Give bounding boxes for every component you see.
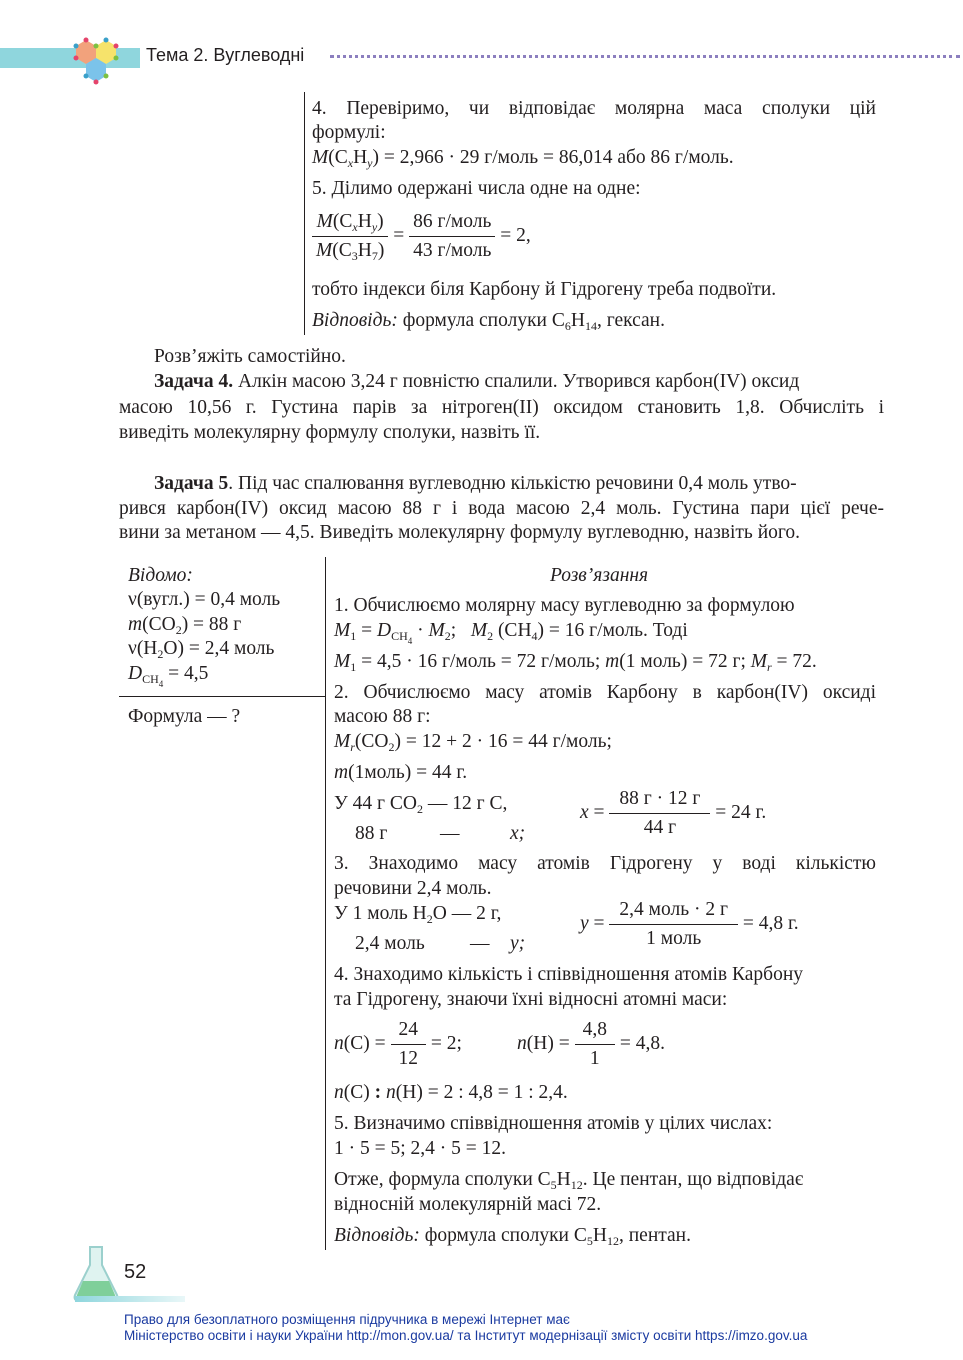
task5-line2: рився карбон(IV) оксид масою 88 г і вода масою 2,4 моль. Густина пари цієї рече- — [119, 498, 884, 519]
y-fraction: y = $\frac{\text{2,4 моль · 2 г}}{\text{1 моль}}$ = 4,8 г. — [580, 899, 799, 949]
footer-line1: Право для безоплатного розміщення підручника в мережі Інтернет має — [124, 1312, 570, 1327]
task4-line1: Задача 4. Алкін масою 3,24 г повністю спалили. Утворився карбон(IV) оксид — [154, 371, 800, 392]
task5-line3: вини за метаном — 4,5. Виведіть молекулярну формулу вуглеводню, назвіть його. — [119, 522, 801, 543]
given-line4: $D_{CH_4} = 4,5$ — [128, 663, 209, 689]
given-vertical-rule — [325, 557, 326, 1250]
proportion1-b2: — — [440, 823, 460, 844]
header-title: Тема 2. Вуглеводні — [146, 45, 305, 65]
solution-step1-result: $M_1 = 4,5 \cdot 16$ г/моль = 72 г/моль; m(1 моль) = 72 г; $M_r = 72$. — [334, 651, 817, 674]
solution-step5-b: 1 · 5 = 5; 2,4 · 5 = 12. — [334, 1138, 507, 1159]
box1-left-rule — [304, 92, 305, 335]
solution-step4-b: та Гідрогену, знаючи їхні відносні атомні маси: — [334, 989, 728, 1010]
nh-fraction: n(H) = $\frac{4,8}{1}$ = 4,8. — [517, 1019, 665, 1069]
solution-step2-b: масою 88 г: — [334, 706, 431, 727]
page-number: 52 — [124, 1261, 147, 1283]
box1-answer: Відповідь: формула сполуки $C_6H_{14}$, гексан. — [312, 310, 665, 333]
given-line2: $m(CO_2) = 88$ г — [128, 614, 242, 637]
proportion2-a: У 1 моль $H_2O$ — 2 г, — [334, 903, 502, 926]
solution-step5: 5. Визначимо співвідношення атомів у цілих числах: — [334, 1113, 773, 1134]
given-horizontal-rule — [119, 696, 326, 697]
molecule-logo-icon — [62, 26, 130, 86]
footer-bar — [75, 1296, 185, 1302]
conclusion-line2: відносній молекулярній масі 72. — [334, 1194, 602, 1215]
solution-step1: 1. Обчислюємо молярну масу вуглеводню за формулою — [334, 595, 795, 616]
header-dotted-line — [330, 55, 960, 58]
proportion2-b1: 2,4 моль — [355, 933, 425, 954]
proportion1-b1: 88 г — [355, 823, 388, 844]
solution-step2-m: m(1моль) = 44 г. — [334, 762, 468, 783]
solution-title: Розв’язання — [550, 565, 649, 586]
solution-answer: Відповідь: формула сполуки $C_5H_{12}$, пентан. — [334, 1225, 691, 1248]
solution-step4: 4. Знаходимо кількість і співвідношення атомів Карбону — [334, 964, 803, 985]
solution-step2: 2. Обчислюємо масу атомів Карбону в карбон(IV) оксиді — [334, 682, 876, 703]
x-fraction: x = $\frac{88 г \cdot 12 г}{44 г}$ = 24 г. — [580, 788, 767, 838]
solution-step1-formula: $M_1 = D_{CH_4} \cdot M_2$; $M_2$ $(CH_4) = 16$ г/моль. Тоді — [334, 620, 688, 646]
box1-line1: 4. Перевіримо, чи відповідає молярна маса сполуки цій — [312, 98, 876, 119]
proportion2-b2: — — [470, 933, 490, 954]
flask-icon — [72, 1245, 120, 1303]
proportion1-b3: x; — [510, 823, 526, 844]
task5-line1: Задача 5. Під час спалювання вуглеводню кількістю речовини 0,4 моль утво- — [154, 473, 797, 494]
box1-line2: формулі: — [312, 122, 386, 143]
footer-line2: Міністерство освіти і науки України http://mon.gov.ua/ та Інститут модернізації змісту освіти https://imzo.gov.ua — [124, 1328, 808, 1343]
conclusion-line1: Отже, формула сполуки $C_5H_{12}$. Це пентан, що відповідає — [334, 1169, 804, 1192]
proportion2-b3: y; — [510, 933, 526, 954]
box1-step5: 5. Ділимо одержані числа одне на одне: — [312, 178, 641, 199]
box1-eq2: $\frac{M(C_xH_y)}{M(C_3H_7)}$ = $\frac{\text{86 г/моль}}{\text{43 г/моль}}$ = 2, — [312, 210, 531, 263]
nc-fraction: n(C) = $\frac{24}{12}$ = 2; — [334, 1019, 462, 1069]
solution-step3-b: речовини 2,4 моль. — [334, 878, 492, 899]
box1-eq1: $M(C_xH_y) = 2,966 \cdot 29$ г/моль = 86,014 або 86 г/моль. — [312, 147, 734, 170]
box1-indices: тобто індекси біля Карбону й Гідрогену треба подвоїти. — [312, 279, 777, 300]
solution-step2-mr: $M_r(CO_2) = 12 + 2 \cdot 16 = 44$ г/моль; — [334, 731, 612, 754]
given-line1: ν(вугл.) = 0,4 моль — [128, 589, 281, 610]
task4-line3: виведіть молекулярну формулу сполуки, назвіть її. — [119, 422, 541, 443]
find-line: Формула — ? — [128, 706, 241, 727]
task4-line2: масою 10,56 г. Густина парів за нітроген(II) оксидом становить 1,8. Обчисліть і — [119, 397, 884, 418]
ratio-line: n(C) : n(H) = 2 : 4,8 = 1 : 2,4. — [334, 1082, 568, 1103]
given-line3: $\nu(H_2O) = 2,4$ моль — [128, 638, 275, 661]
self-solve-heading: Розв’яжіть самостійно. — [154, 346, 346, 367]
solution-step3: 3. Знаходимо масу атомів Гідрогену у воді кількістю — [334, 853, 876, 874]
given-title: Відомо: — [128, 565, 193, 586]
proportion1-a: У 44 г $CO_2$ — 12 г C, — [334, 793, 508, 816]
